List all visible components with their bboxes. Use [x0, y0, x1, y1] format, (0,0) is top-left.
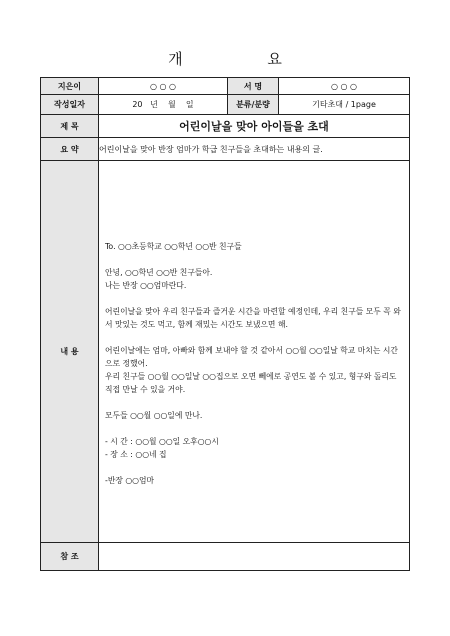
- summary-row: [41, 138, 410, 161]
- author-label: 지은이: [41, 78, 99, 95]
- content-meet: 모두들 ○○월 ○○일에 만나.: [105, 410, 203, 420]
- subject-label: 제 목: [41, 115, 99, 138]
- content-paragraph-1: 어린이날을 맞아 우리 친구들과 즐거운 시간을 마련할 예정인데, 우리 친구들 모두 꼭 와서 맛있는 것도 먹고, 함께 재밌는 시간도 보냈으면 해.: [105, 306, 401, 329]
- content-time: - 시 간 : ○○월 ○○일 오후○○시: [105, 436, 219, 446]
- document-title: 개 요: [168, 50, 322, 68]
- reference-label: 참 조: [41, 543, 99, 571]
- reference-value: [99, 543, 410, 571]
- date-label: 작성일자: [41, 95, 99, 115]
- reference-row: [41, 543, 410, 571]
- subject-row: [41, 115, 410, 138]
- subject-value: 어린이날을 맞아 아이들을 초대: [99, 115, 410, 138]
- date-row: [41, 95, 410, 115]
- content-body: [99, 161, 410, 543]
- content-greeting-to: To. ○○초등학교 ○○학년 ○○반 친구들: [105, 241, 242, 251]
- summary-label: 요 약: [41, 138, 99, 161]
- signature-value: ○ ○ ○: [279, 78, 410, 95]
- content-hello: 안녕, ○○학년 ○○반 친구들아.: [105, 267, 213, 277]
- date-value: 20 년 월 일: [99, 95, 228, 115]
- content-place: - 장 소 : ○○네 집: [105, 449, 167, 459]
- overview-form-table: [40, 77, 410, 571]
- content-row: [41, 161, 410, 543]
- author-row: [41, 78, 410, 95]
- category-label: 분류/분량: [228, 95, 279, 115]
- content-intro: 나는 반장 ○○엄마란다.: [105, 280, 187, 290]
- author-value: ○ ○ ○: [99, 78, 228, 95]
- content-paragraph-2a: 어린이날에는 엄마, 아빠와 함께 보내야 할 것 같아서 ○○월 ○○일날 학교 마치는 시간으로 정했어.: [105, 345, 398, 368]
- content-sign: -반장 ○○엄마: [105, 475, 155, 485]
- content-paragraph-2b: 우리 친구들 ○○월 ○○일날 ○○집으로 오면 뻬에로 공연도 볼 수 있고, 형구와 돌리도 직접 만날 수 있을 거야.: [105, 371, 397, 394]
- content-label: 내 용: [41, 161, 99, 543]
- signature-label: 서 명: [228, 78, 279, 95]
- category-value: 기타초대 / 1page: [279, 95, 410, 115]
- summary-value: 어린이날을 맞아 반장 엄마가 학급 친구들을 초대하는 내용의 글.: [99, 138, 410, 161]
